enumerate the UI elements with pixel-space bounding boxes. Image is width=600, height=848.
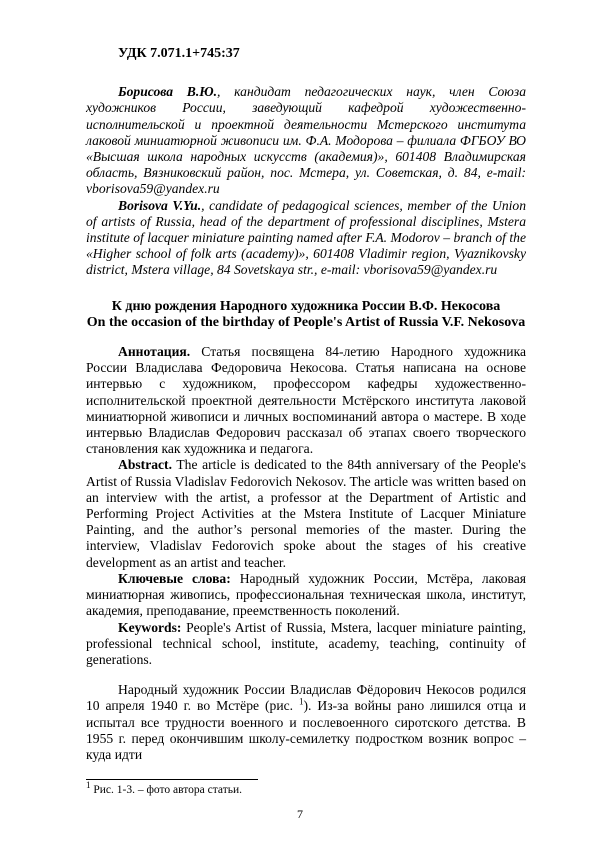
author-details-en: , candidate of pedagogical sciences, member of the Union of artists of Russia, head of the department of professional disciplines, Mstera institute of lacquer miniature painting named after F.A. Modorov – branch of the «Higher school of folk arts (academy)», 601408 Vladimir region, Vyaznikovsky district, Mstera village, 84 Sovetskaya str., e-mail: vborisova59@yandex.ru bbox=[86, 197, 526, 278]
body-text-part1: Народный художник России Владислав Фёдорович Некосов родился 10 апреля 1940 г. во Мстёре (рис. bbox=[86, 682, 526, 714]
article-title-en: On the occasion of the birthday of People's Artist of Russia V.F. Nekosova bbox=[86, 314, 526, 330]
abstract-paragraph bbox=[86, 457, 526, 570]
author-name-ru: Борисова В.Ю. bbox=[118, 84, 218, 100]
annotation-text: Статья посвящена 84-летию Народного художника России Владислава Федоровича Некосова. Статья написана на основе интервью с художником, профессором кафедры художественно-исполнительской проектной деятельности Мстёрского института лаковой миниатюрной живописи и личных воспоминаний автора о мастере. В ходе интервью Владислав Федорович рассказал об этапах своего творческого становления как художника и педагога. bbox=[86, 344, 526, 457]
page-number: 7 bbox=[297, 807, 303, 821]
keywords-en-paragraph bbox=[86, 620, 526, 669]
keywords-ru-label: Ключевые слова: bbox=[118, 570, 231, 586]
annotation-label: Аннотация. bbox=[118, 344, 191, 360]
author-details-ru: , кандидат педагогических наук, член Союза художников России, заведующий кафедрой художественно-исполнительской и проектной деятельности Мстерского института лаковой миниатюрной живописи им. Ф.А. Модорова – филиала ФГБОУ ВО «Высшая школа народных искусств (академия)», 601408 Владимирская область, Вязниковский район, пос. Мстера, ул. Советская, д. 84, e-mail: vborisova59@yandex.ru bbox=[86, 84, 526, 197]
udc-code: УДК 7.071.1+745:37 bbox=[118, 46, 240, 61]
footnote-number: 1 bbox=[86, 780, 91, 791]
keywords-ru-paragraph bbox=[86, 571, 526, 620]
keywords-en-text: People's Artist of Russia, Mstera, lacquer miniature painting, professional technical school, institute, academy, teaching, continuity of generations. bbox=[86, 619, 526, 667]
annotation-paragraph bbox=[86, 344, 526, 457]
author-affiliation-en bbox=[86, 198, 526, 279]
keywords-en-label: Keywords: bbox=[118, 619, 182, 635]
keywords-ru-text: Народный художник России, Мстёра, лаковая миниатюрная живопись, профессиональная техническая школа, институт, академия, преподавание, преемственность поколений. bbox=[86, 570, 526, 619]
author-affiliation-ru bbox=[86, 84, 526, 197]
article-title-ru: К дню рождения Народного художника России В.Ф. Некосова bbox=[111, 298, 501, 314]
footnote-divider bbox=[86, 779, 258, 780]
footnote-reference: 1 bbox=[299, 696, 304, 707]
body-paragraph bbox=[86, 682, 526, 763]
body-text-part2: ). Из-за войны рано лишился отца и испытал все трудности военного и послевоенного сиротского детства. В 1955 г. перед окончившим школу-семилетку подростком возник вопрос – куда идти bbox=[86, 698, 526, 762]
footnote bbox=[86, 780, 243, 797]
author-name-en: Borisova V.Yu. bbox=[118, 197, 202, 213]
footnote-text: Рис. 1-3. – фото автора статьи. bbox=[90, 784, 243, 796]
abstract-label: Abstract. bbox=[118, 457, 172, 473]
abstract-text: The article is dedicated to the 84th anniversary of the People's Artist of Russia Vladislav Fedorovich Nekosov. The article was written based on an interview with the artist, a professor at the Department of Artistic and Performing Project Activities at the Mstera Institute of Lacquer Miniature Painting, and the author’s personal memories of the master. During the interview, Vladislav Fedorovich spoke about the stages of his creative development as an artist and teacher. bbox=[86, 457, 526, 570]
